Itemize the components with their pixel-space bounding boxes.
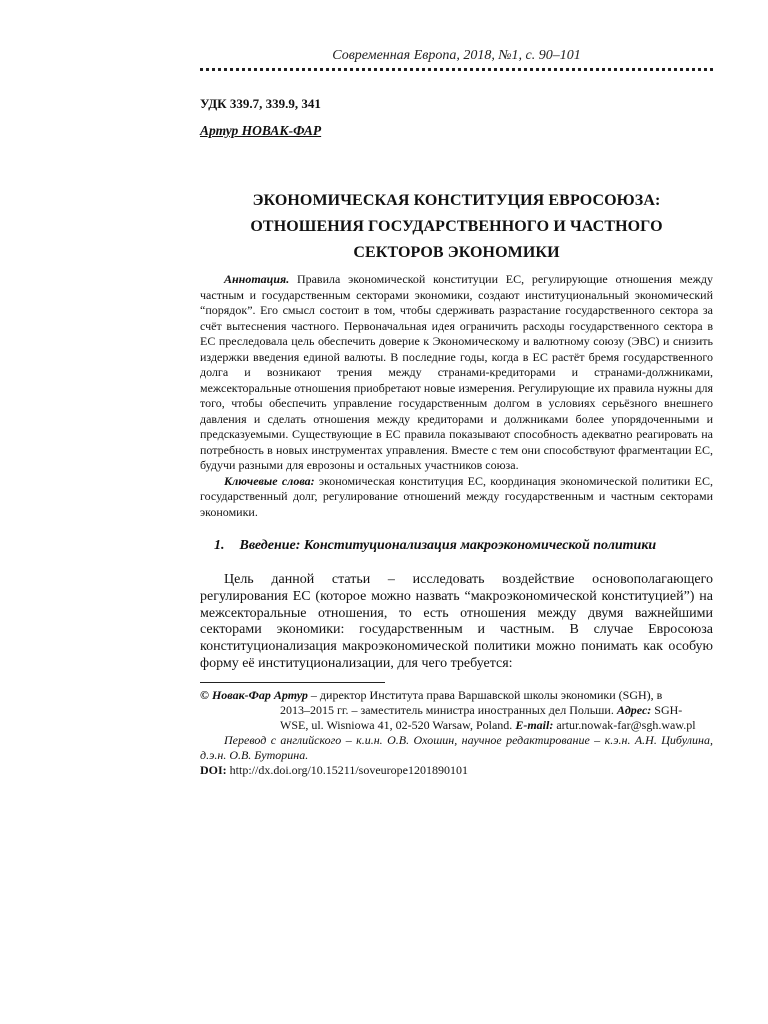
keywords-text: экономическая конституция ЕС, координация экономической политики ЕС, государственный долг, регулирование отношений между государственным и частным секторами экономики.	[200, 473, 713, 519]
email-label: E-mail:	[515, 718, 554, 732]
abstract-text: Правила экономической конституции ЕС, регулирующие отношения между частным и государственным секторами экономики, создают институциональный экономический “порядок”. Его смысл состоит в том, чтобы сдерживать разрастание государственного сектора за счёт вытеснения частного. Первоначальная идея ограничить расходы государственного сектора в ЕС преследовала цель обеспечить доверие к Экономическому и валютному союзу (ЭВС) и снизить издержки введения единой валюты. В последние годы, когда в ЕС растёт бремя государственного долга и возникают трения между странами-кредиторами и странами-должниками, межсекторальные отношения приобретают новые измерения. Регулирующие их правила нужны для того, чтобы обеспечить управление государственным долгом в условиях серьёзного внешнего давления и сделать отношения между кредиторами и должниками более упорядоченными и предсказуемыми. Существующие в ЕС правила показывают способность адекватно реагировать на потребность в новых инструментах управления. Вместе с тем они способствуют фрагментации ЕС, будучи разными для еврозоны и остальных участников союза.	[200, 272, 713, 472]
abstract-label: Аннотация.	[224, 272, 290, 286]
udc-code: УДК 339.7, 339.9, 341	[200, 96, 321, 111]
doi-link[interactable]: http://dx.doi.org/10.15211/soveurope1201890101	[226, 763, 468, 777]
footnote-author-name: Новак-Фар Артур	[211, 688, 308, 702]
intro-paragraph: Цель данной статьи – исследовать воздействие основополагающего регулирования ЕС (которое можно назвать “макроэкономической конституцией”) на межсекторальные отношения, то есть отношения между двумя важнейшими секторами экономики: государственным и частным. В случае Евросоюза конституционализация макроэкономической политики можно понимать как особую форму её институционализации, для чего требуется:	[200, 572, 713, 671]
footnote-bio-line	[200, 703, 713, 718]
title-line-1: ЭКОНОМИЧЕСКАЯ КОНСТИТУЦИЯ ЕВРОСОЮЗА:	[252, 192, 661, 209]
copyright-symbol: ©	[200, 688, 209, 702]
abstract-block	[200, 272, 713, 520]
translation-credit: Перевод с английского – к.и.н. О.В. Охошин, научное редактирование – к.э.н. А.Н. Цибулина, д.э.н. О.В. Буторина.	[200, 733, 713, 762]
keywords-paragraph	[200, 474, 713, 521]
email-address: artur.nowak-far@sgh.waw.pl	[553, 718, 696, 732]
keywords-label: Ключевые слова:	[224, 473, 315, 488]
footnote-author-line	[200, 688, 713, 703]
intro-section	[200, 572, 713, 673]
section-number: 1.	[214, 538, 225, 553]
abstract-paragraph	[200, 272, 713, 474]
title-line-2: ОТНОШЕНИЯ ГОСУДАРСТВЕННОГО И ЧАСТНОГО	[250, 218, 663, 235]
doi-label: DOI:	[200, 763, 227, 777]
footnote-bio-2: 2013–2015 гг. – заместитель министра иностранных дел Польши.	[280, 703, 617, 717]
footnote-address-line	[200, 718, 713, 733]
footnote-block	[200, 688, 713, 778]
article-author: Артур НОВАК-ФАР	[200, 123, 322, 138]
footnote-bio-1: – директор Института права Варшавской школы экономики (SGH), в	[307, 688, 663, 702]
title-line-3: СЕКТОРОВ ЭКОНОМИКИ	[353, 244, 560, 261]
section-title: Введение: Конституционализация макроэкономической политики	[239, 538, 657, 553]
address-label: Адрес:	[616, 703, 652, 717]
doi-line	[200, 763, 713, 778]
article-title	[200, 188, 713, 266]
address-part-1: SGH-	[651, 703, 683, 717]
header-divider	[200, 68, 713, 71]
journal-running-head: Современная Европа, 2018, №1, с. 90–101	[332, 48, 581, 63]
address-part-2: WSE, ul. Wisniowa 41, 02-520 Warsaw, Poland.	[280, 718, 516, 732]
section-heading	[214, 538, 714, 554]
footnote-divider	[200, 682, 385, 683]
